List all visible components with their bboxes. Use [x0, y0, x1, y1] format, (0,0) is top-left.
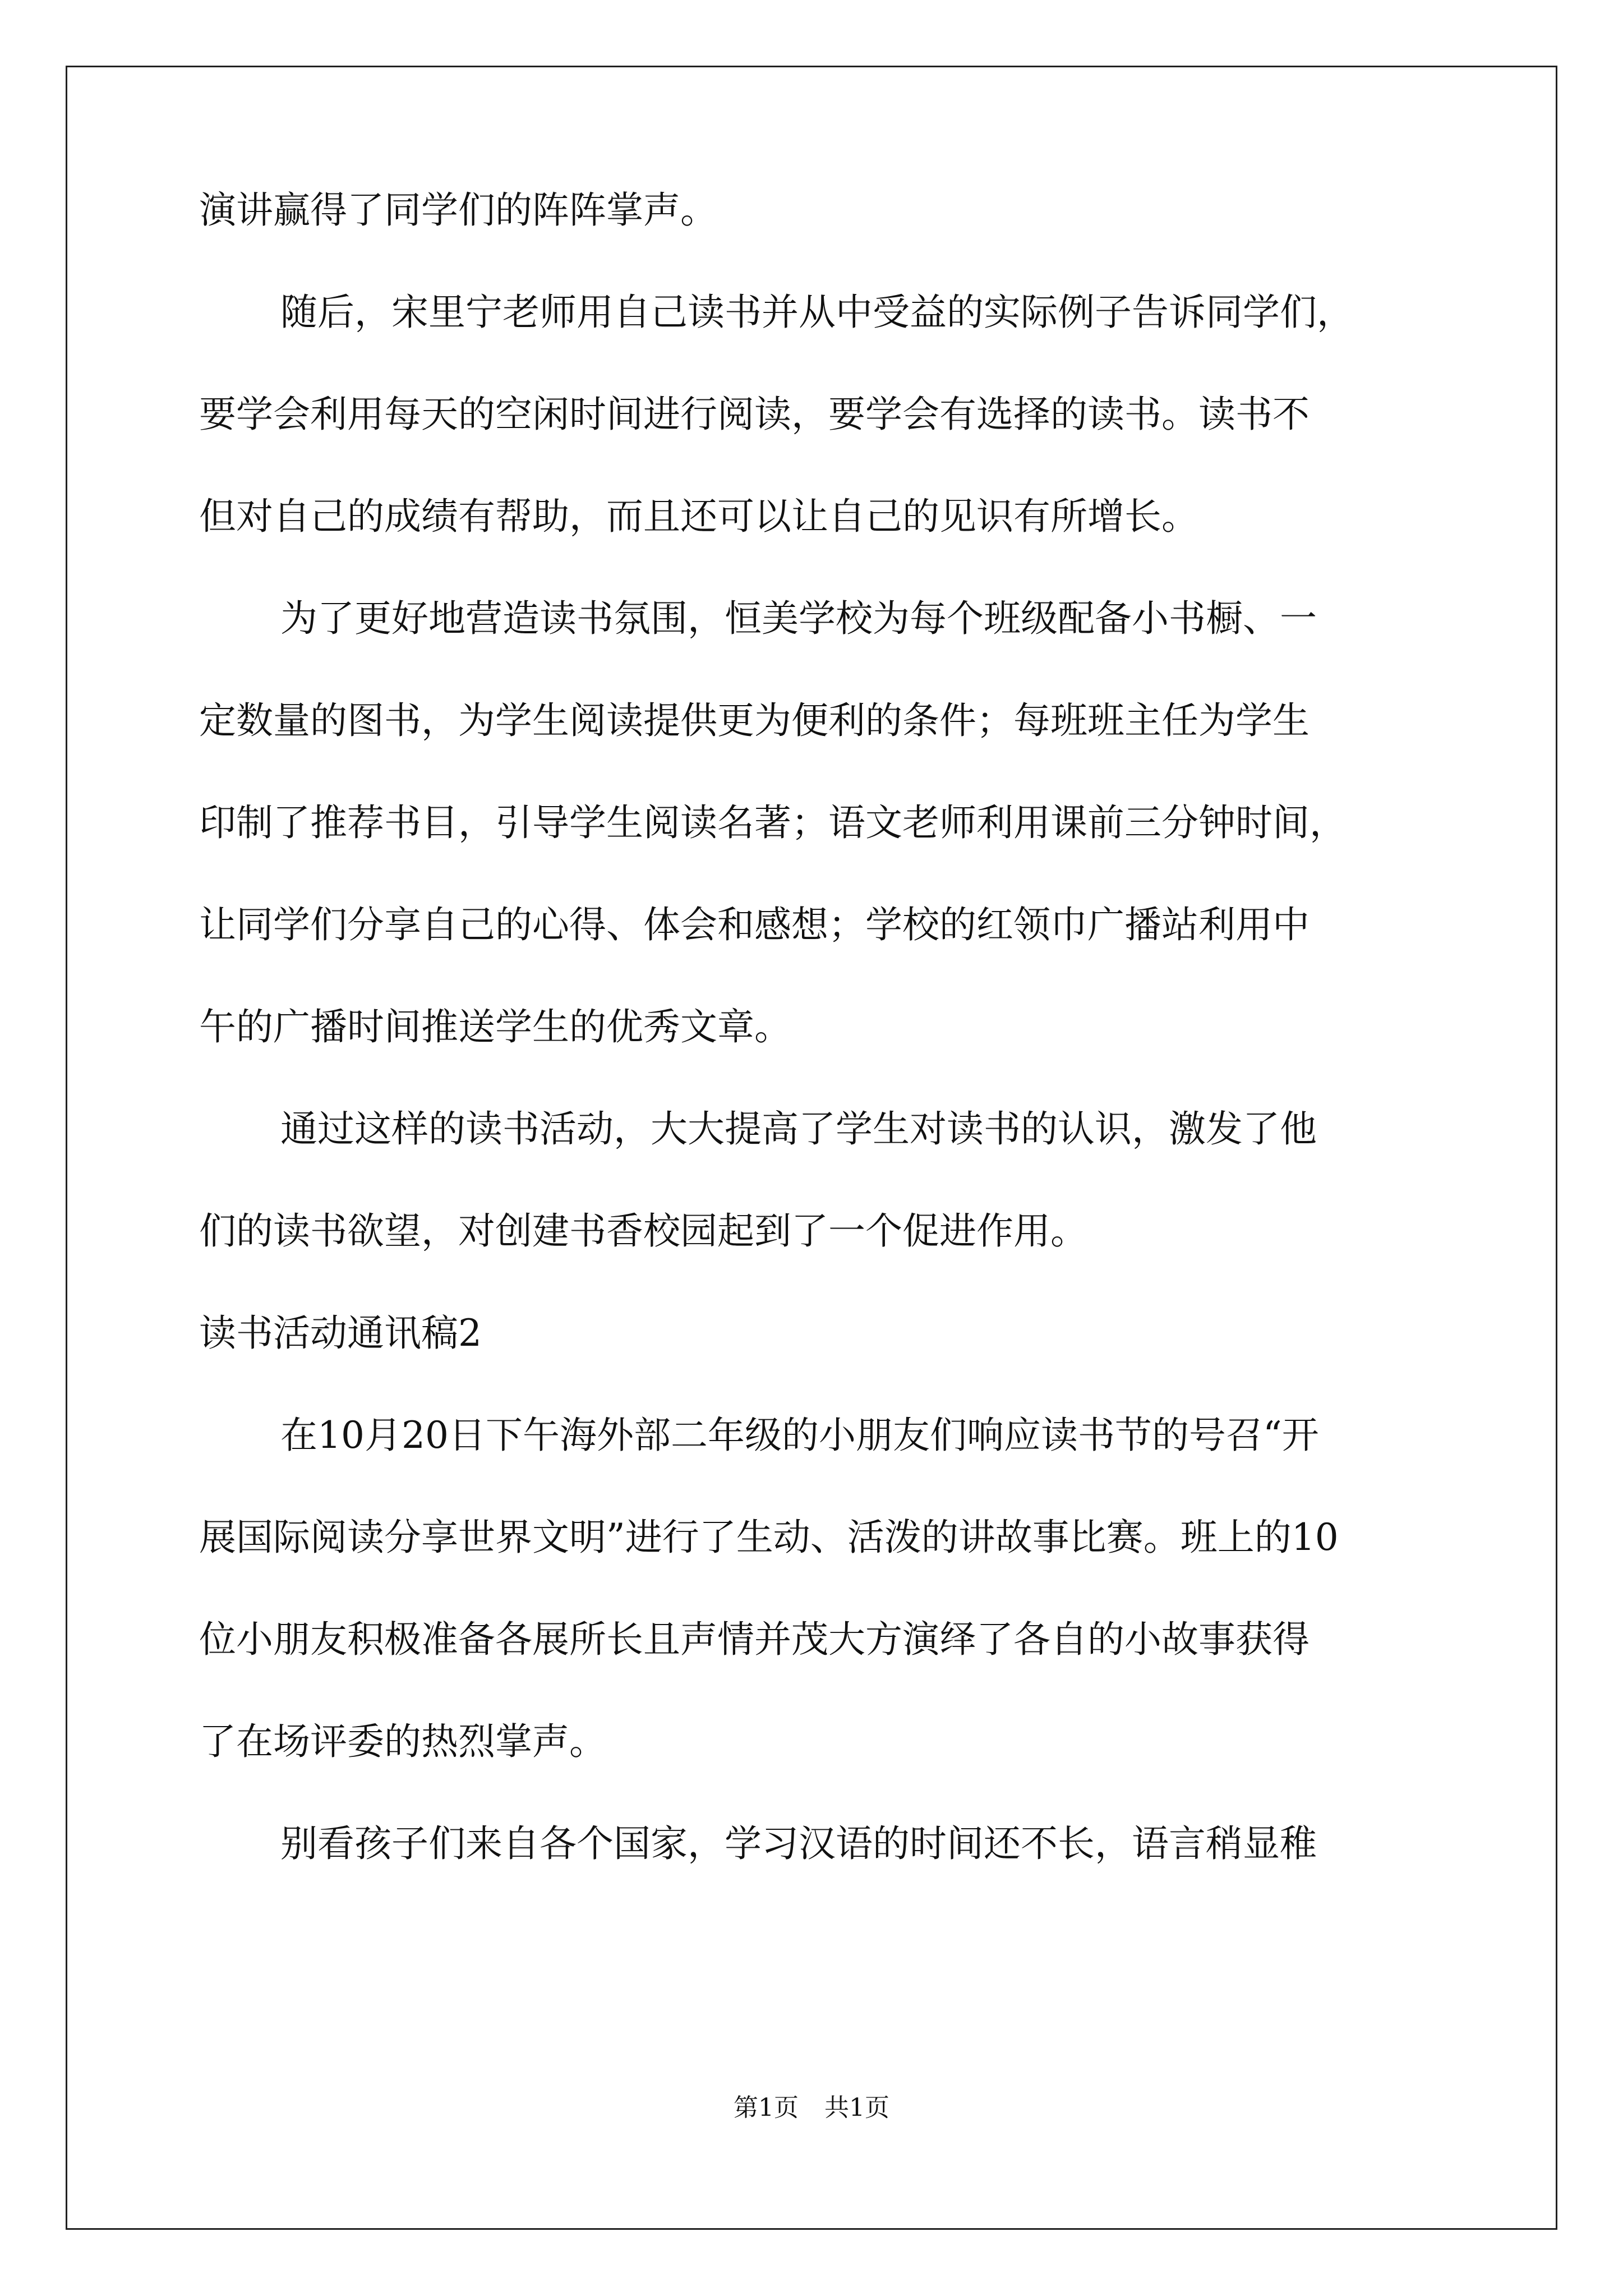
paragraph-first-line: 别看孩子们来自各个国家，学习汉语的时间还不长，语言稍显稚 — [280, 1822, 1317, 1865]
text-line: 印制了推荐书目，引导学生阅读名著；语文老师利用课前三分钟时间， — [199, 801, 1347, 844]
page-total: 共1页 — [824, 2093, 889, 2122]
section-heading: 读书活动通讯稿2 — [199, 1312, 482, 1355]
text-line: 位小朋友积极准备各展所长且声情并茂大方演绎了各自的小故事获得 — [199, 1618, 1310, 1661]
text-line: 了在场评委的热烈掌声。 — [199, 1720, 606, 1763]
text-line: 午的广播时间推送学生的优秀文章。 — [199, 1005, 791, 1048]
text-line: 但对自己的成绩有帮助，而且还可以让自己的见识有所增长。 — [199, 495, 1198, 538]
text-line: 展国际阅读分享世界文明”进行了生动、活泼的讲故事比赛。班上的10 — [199, 1516, 1339, 1559]
paragraph-first-line: 为了更好地营造读书氛围，恒美学校为每个班级配备小书橱、一 — [280, 597, 1317, 640]
paragraph-first-line: 通过这样的读书活动，大大提高了学生对读书的认识，激发了他 — [280, 1107, 1317, 1151]
page-footer — [0, 2091, 1623, 2125]
text-line: 要学会利用每天的空闲时间进行阅读，要学会有选择的读书。读书不 — [199, 393, 1310, 436]
paragraph-first-line: 在10月20日下午海外部二年级的小朋友们响应读书节的号召“开 — [280, 1414, 1319, 1457]
text-line: 演讲赢得了同学们的阵阵掌声。 — [199, 188, 717, 232]
paragraph-first-line: 随后，宋里宁老师用自己读书并从中受益的实际例子告诉同学们， — [280, 291, 1354, 334]
text-line: 们的读书欲望，对创建书香校园起到了一个促进作用。 — [199, 1209, 1087, 1253]
page-number: 第1页 — [734, 2093, 799, 2122]
text-line: 定数量的图书，为学生阅读提供更为便利的条件；每班班主任为学生 — [199, 699, 1310, 742]
text-line: 让同学们分享自己的心得、体会和感想；学校的红领巾广播站利用中 — [199, 903, 1310, 946]
